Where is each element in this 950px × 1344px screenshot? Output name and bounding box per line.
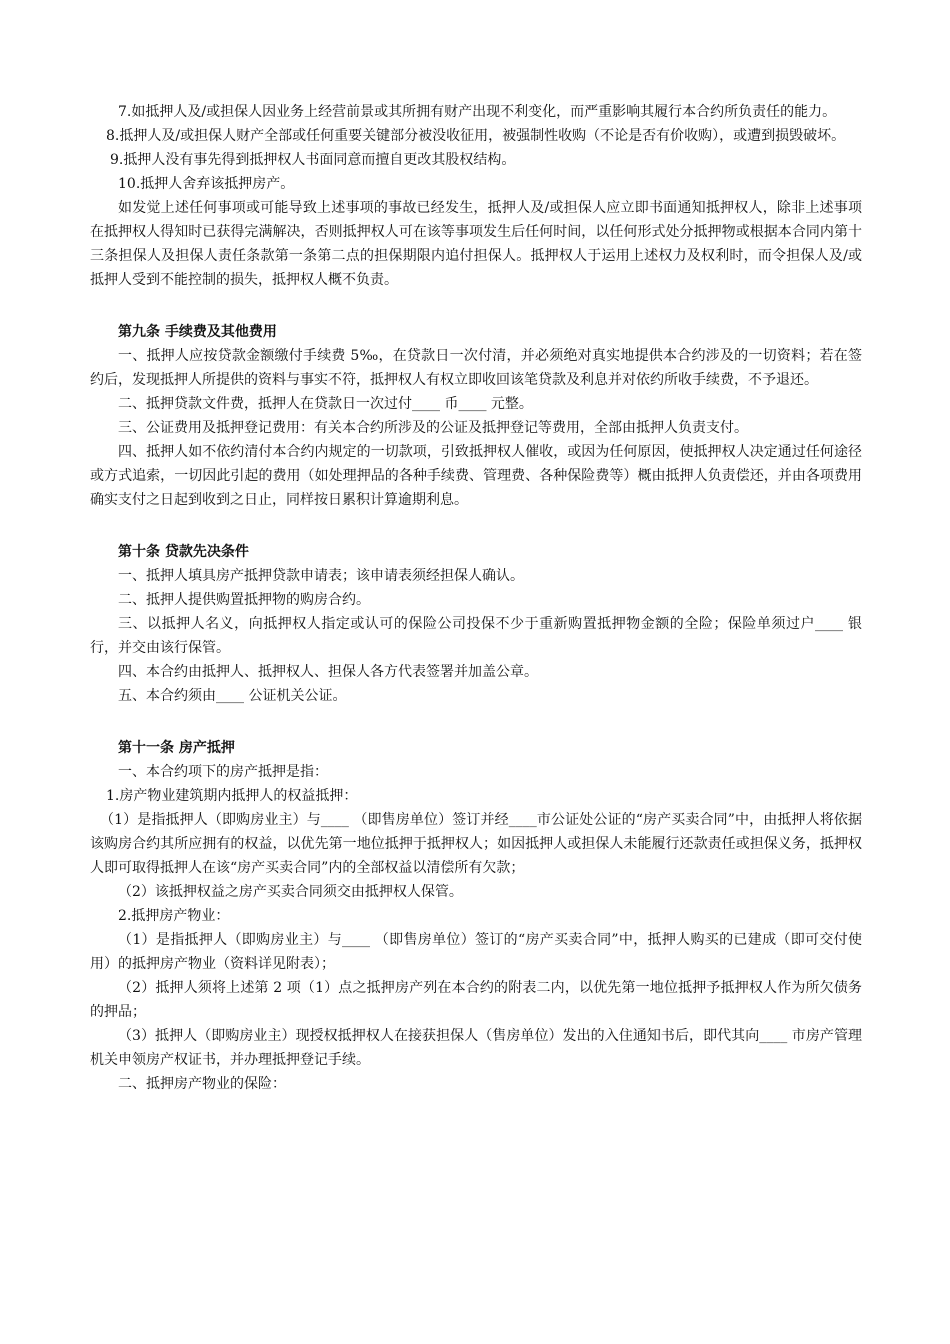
article-9-title: 第九条 手续费及其他费用	[118, 324, 277, 340]
article-9-item-2: 二、抵押贷款文件费，抵押人在贷款日一次过付____ 币____ 元整。	[118, 396, 533, 412]
article-11-para-2: 1.房产物业建筑期内抵押人的权益抵押：	[106, 788, 358, 804]
article-11-para-9: 二、抵押房产物业的保险：	[118, 1076, 286, 1092]
article-11-para-7: （2）抵押人须将上述第 2 项（1）点之抵押房产列在本合约的附表二内，以优先第一地位抵押予抵押权人作为所欠债务的押品；	[90, 980, 862, 1020]
article-11-para-3: （1）是指抵押人（即购房业主）与____ （即售房单位）签订并经____市公证处公证的“房产买卖合同”中，由抵押人将依据该购房合约其所应拥有的权益，以优先第一地位抵押于抵押权人；如因抵押人或担保人未能履行还款责任或担保义务，抵押权人即可取得抵押人在该“房产买卖合同”内的全部权益以清偿所有欠款；	[90, 812, 862, 876]
clause-8-closing: 如发觉上述任何事项或可能导致上述事项的事故已经发生，抵押人及/或担保人应立即书面通知抵押权人，除非上述事项在抵押权人得知时已获得完满解决，否则抵押权人可在该等事项发生后任何时间，以任何形式处分抵押物或根据本合同内第十三条担保人及担保人责任条款第一条第二点的担保期限内追付担保人。抵押权人于运用上述权力及权利时，而令担保人及/或抵押人受到不能控制的损失，抵押权人概不负责。	[90, 200, 862, 288]
article-9-item-3: 三、公证费用及抵押登记费用：有关本合约所涉及的公证及抵押登记等费用，全部由抵押人负责支付。	[118, 420, 748, 436]
article-9-item-4: 四、抵押人如不依约清付本合约内规定的一切款项，引致抵押权人催收，或因为任何原因，使抵押权人决定通过任何途径或方式追索，一切因此引起的费用（如处理押品的各种手续费、管理费、各种保险费等）概由抵押人负责偿还，并由各项费用确实支付之日起到收到之日止，同样按日累积计算逾期利息。	[90, 444, 862, 508]
article-10-item-1: 一、抵押人填具房产抵押贷款申请表；该申请表须经担保人确认。	[118, 568, 524, 584]
article-9-item-1: 一、抵押人应按贷款金额缴付手续费 5‰，在贷款日一次付清，并必须绝对真实地提供本合约涉及的一切资料；若在签约后，发现抵押人所提供的资料与事实不符，抵押权人有权立即收回该笔贷款及利息并对依约所收手续费，不予退还。	[90, 348, 862, 388]
article-11-para-8: （3）抵押人（即购房业主）现授权抵押权人在接获担保人（售房单位）发出的入住通知书后，即代其向____ 市房产管理机关申领房产权证书，并办理抵押登记手续。	[90, 1028, 862, 1068]
article-10-item-4: 四、本合约由抵押人、抵押权人、担保人各方代表签署并加盖公章。	[118, 664, 538, 680]
article-11-para-1: 一、本合约项下的房产抵押是指：	[118, 764, 328, 780]
article-10-title: 第十条 贷款先决条件	[118, 544, 249, 560]
article-11-title: 第十一条 房产抵押	[118, 740, 235, 756]
clause-8-item-8: 8.抵押人及/或担保人财产全部或任何重要关键部分被没收征用，被强制性收购（不论是否有价收购），或遭到损毁破坏。	[106, 128, 846, 144]
article-11-para-6: （1）是指抵押人（即购房业主）与____ （即售房单位）签订的“房产买卖合同”中，抵押人购买的已建成（即可交付使用）的抵押房产物业（资料详见附表）；	[90, 932, 862, 972]
clause-8-item-9: 9.抵押人没有事先得到抵押权人书面同意而擅自更改其股权结构。	[110, 152, 516, 168]
clause-8-item-7: 7.如抵押人及/或担保人因业务上经营前景或其所拥有财产出现不利变化，而严重影响其履行本合约所负责任的能力。	[118, 104, 837, 120]
article-10-item-5: 五、本合约须由____ 公证机关公证。	[118, 688, 347, 704]
article-10-item-2: 二、抵押人提供购置抵押物的购房合约。	[118, 592, 370, 608]
article-10-item-3: 三、以抵押人名义，向抵押权人指定或认可的保险公司投保不少于重新购置抵押物金额的全险；保险单须过户____ 银行，并交由该行保管。	[90, 616, 862, 656]
document-page	[90, 100, 862, 1096]
clause-8-item-10: 10.抵押人舍弃该抵押房产。	[118, 176, 295, 192]
article-11-para-5: 2.抵押房产物业：	[118, 908, 230, 924]
article-11-para-4: （2）该抵押权益之房产买卖合同须交由抵押权人保管。	[118, 884, 463, 900]
